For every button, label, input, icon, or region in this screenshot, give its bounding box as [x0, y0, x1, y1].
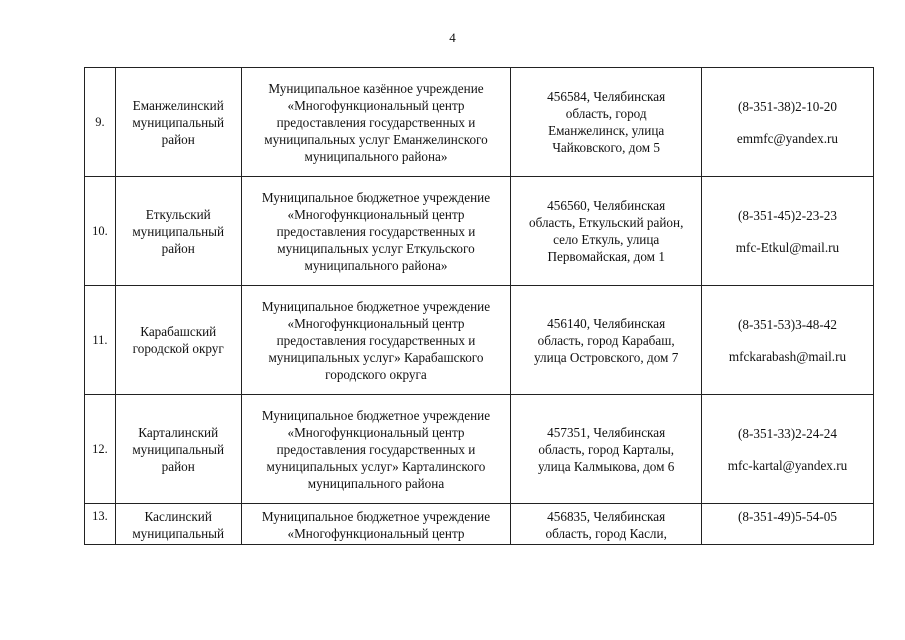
contacts-cell	[701, 504, 873, 545]
table-row	[85, 395, 874, 504]
table-row	[85, 286, 874, 395]
institution-name: Муниципальное бюджетное учреждение «Многофункциональный центр предоставления государственных и муниципальных услуг Еткульского муниципального района»	[241, 177, 511, 286]
district-name: Еманжелинский муниципальный район	[115, 68, 241, 177]
address: 456835, Челябинская область, город Касли,	[511, 504, 702, 545]
address: 456584, Челябинская область, город Еманжелинск, улица Чайковского, дом 5	[511, 68, 702, 177]
address: 456560, Челябинская область, Еткульский район, село Еткуль, улица Первомайская, дом 1	[511, 177, 702, 286]
phone: (8-351-53)3-48-42	[738, 316, 837, 332]
institution-name: Муниципальное бюджетное учреждение «Многофункциональный центр предоставления государственных и муниципальных услуг» Карталинского муниципального района	[241, 395, 511, 504]
address: 457351, Челябинская область, город Карталы, улица Калмыкова, дом 6	[511, 395, 702, 504]
phone: (8-351-38)2-10-20	[738, 98, 837, 114]
district-name: Карталинский муниципальный район	[115, 395, 241, 504]
row-number: 10.	[85, 177, 116, 286]
address: 456140, Челябинская область, город Карабаш, улица Островского, дом 7	[511, 286, 702, 395]
contacts-cell	[701, 286, 873, 395]
contacts-cell	[701, 68, 873, 177]
row-number: 12.	[85, 395, 116, 504]
district-name: Каслинский муниципальный	[115, 504, 241, 545]
district-name: Еткульский муниципальный район	[115, 177, 241, 286]
institution-name: Муниципальное бюджетное учреждение «Многофункциональный центр предоставления государственных и муниципальных услуг» Карабашского городского округа	[241, 286, 511, 395]
phone: (8-351-45)2-23-23	[738, 207, 837, 223]
institution-name: Муниципальное казённое учреждение «Многофункциональный центр предоставления государственных и муниципальных услуг Еманжелинского муниципального района»	[241, 68, 511, 177]
phone: (8-351-49)5-54-05	[738, 509, 837, 524]
institution-name: Муниципальное бюджетное учреждение «Многофункциональный центр	[241, 504, 511, 545]
table-row	[85, 177, 874, 286]
row-number: 13.	[85, 504, 116, 545]
row-number: 9.	[85, 68, 116, 177]
mfc-table	[84, 67, 874, 545]
email: emmfc@yandex.ru	[736, 130, 839, 146]
district-name: Карабашский городской округ	[115, 286, 241, 395]
table-row	[85, 68, 874, 177]
email: mfc-kartal@yandex.ru	[727, 457, 848, 473]
email: mfckarabash@mail.ru	[728, 348, 847, 364]
row-number: 11.	[85, 286, 116, 395]
phone: (8-351-33)2-24-24	[738, 425, 837, 441]
contacts-cell	[701, 395, 873, 504]
table-row	[85, 504, 874, 545]
contacts-cell	[701, 177, 873, 286]
email: mfc-Etkul@mail.ru	[735, 239, 840, 255]
page-number: 4	[449, 30, 456, 45]
